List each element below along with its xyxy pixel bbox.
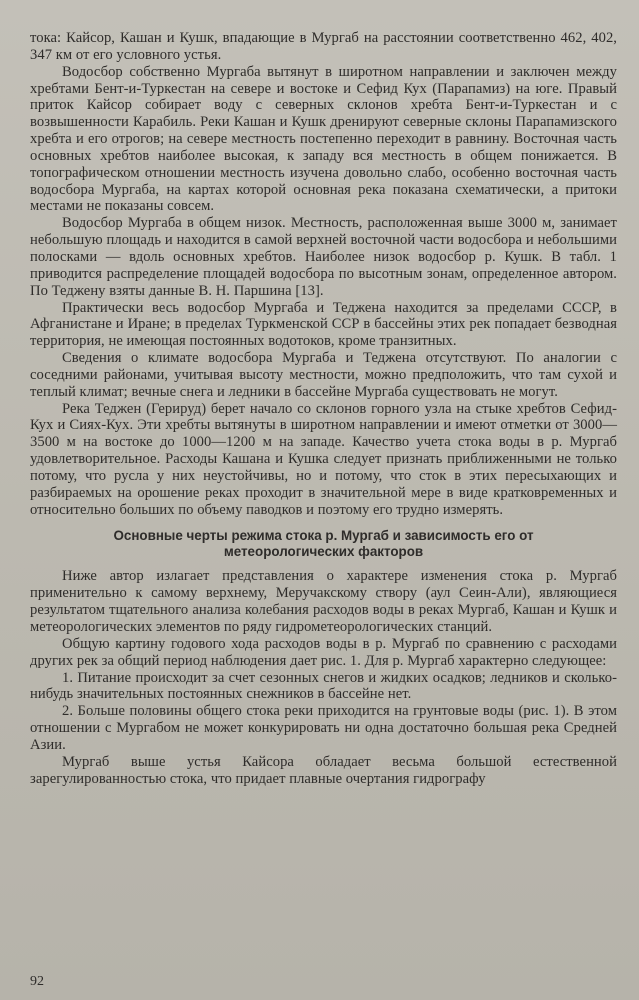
section-heading: Основные черты режима стока р. Мургаб и зависимость его от метеорологических факторов: [113, 528, 534, 560]
paragraph-5: Сведения о климате водосбора Мургаба и Теджена отсутствуют. По аналогии с соседними районами, учитывая высоту местности, можно предположить, что там сухой и теплый климат; вечные снега и ледники в бассейне Мургаба существовать не могут.: [30, 350, 617, 400]
page-number: 92: [30, 974, 44, 989]
paragraph-8: Общую картину годового хода расходов воды в р. Мургаб по сравнению с расходами других рек за общий период наблюдения дает рис. 1. Для р. Мургаб характерно следующее:: [30, 635, 617, 669]
paragraph-3: Водосбор Мургаба в общем низок. Местность, расположенная выше 3000 м, занимает небольшую площадь и находится в самой верхней восточной части водосбора и небольшими полосками — вдоль основных хребтов. Наиболее низок водосбор р. Кушк. В табл. 1 приводится распределение площадей водосбора по высотным зонам, определенное автором. По Теджену взяты данные В. Н. Паршина [13].: [30, 215, 617, 299]
paragraph-1: тока: Кайсор, Кашан и Кушк, впадающие в Мургаб на расстоянии соответственно 462, 402, 347 км от его условного устья.: [30, 30, 617, 63]
paragraph-9: 1. Питание происходит за счет сезонных снегов и жидких осадков; ледников и сколько-нибудь значительных постоянных снежников в бассейне нет.: [30, 669, 617, 703]
paragraph-6: Река Теджен (Герируд) берет начало со склонов горного узла на стыке хребтов Сефид-Кух и Сиях-Кух. Эти хребты вытянуты в широтном направлении и имеют отметки от 3000—3500 м на востоке до 1000—1200 м на западе. Качество учета стока воды в р. Мургаб удовлетворительное. Расходы Кашана и Кушка следует признать приближенными не только потому, что русла у них неустойчивы, но и потому, что сток в этих пересыхающих и разбираемых на орошение реках проходит в значительной мере в виде кратковременных и относительно больших по объему паводков и поэтому его трудно измерять.: [30, 400, 617, 518]
paragraph-7: Ниже автор излагает представления о характере изменения стока р. Мургаб применительно к самому верхнему, Меручакскому створу (аул Сеин-Али), являющиеся результатом тщательного анализа колебания расходов воды в реках Мургаб, Кашан и Кушк и метеорологических элементов по ряду гидрометеорологических станций.: [30, 568, 617, 635]
paragraph-11: Мургаб выше устья Кайсора обладает весьма большой естественной зарегулированностью стока, что придает плавные очертания гидрографу: [30, 753, 617, 787]
paragraph-10: 2. Больше половины общего стока реки приходится на грунтовые воды (рис. 1). В этом отношении с Мургабом не может конкурировать ни одна достаточно большая река Средней Азии.: [30, 703, 617, 753]
paragraph-4: Практически весь водосбор Мургаба и Теджена находится за пределами СССР, в Афганистане и Иране; в пределах Туркменской ССР в бассейны этих рек попадает безводная территория, не имеющая постоянных водотоков, кроме транзитных.: [30, 299, 617, 350]
paragraph-2: Водосбор собственно Мургаба вытянут в широтном направлении и заключен между хребтами Бент-и-Туркестан на севере и востоке и Сефид Кух (Парапамиз) на юге. Правый приток Кайсор собирает воду с северных склонов хребта Бент-и-Туркестан и с возвышенности Карабиль. Реки Кашан и Кушк дренируют северные склоны Парапамизского хребта и его отрогов; на севере местность постепенно переходит в равнину. Восточная часть основных хребтов наиболее высокая, к западу вся местность в общем понижается. В топографическом отношении местность изучена довольно слабо, особенно восточная часть водосбора Мургаба, на картах которой основная река показана схематически, а притоки местами не показаны совсем.: [30, 63, 617, 215]
